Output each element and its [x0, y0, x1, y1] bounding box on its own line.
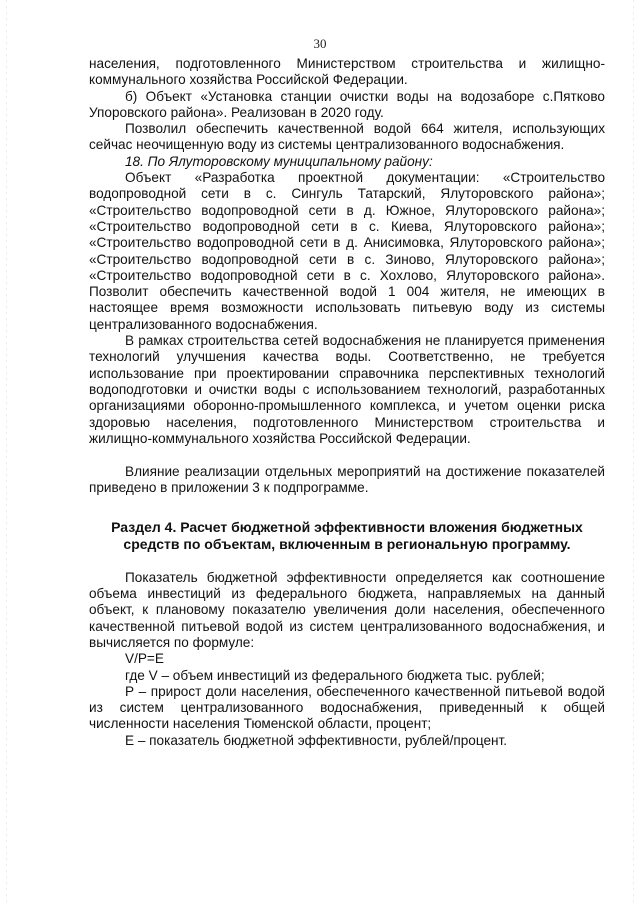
formula: V/P=E — [125, 651, 164, 667]
spacer — [89, 553, 605, 570]
spacer — [89, 447, 605, 464]
formula-variable-e: Е – показатель бюджетной эффективности, рублей/процент. — [125, 732, 508, 748]
paragraph-project-documentation: Объект «Разработка проектной документации: «Строительство водопроводной сети в с. Сингуль Татарский, Ялуторовского района»; «Строительство водопроводной сети в д. Южное, Ялуторовского района»; «Строительство водопроводной сети в с. Киева, Ялуторовского района»; «Строительство водопроводной сети в д. Анисимовка, Ялуторовского района»; «Строительство водопроводной сети в с. Зиново, Ялуторовского района»; «Строительство водопроводной сети в с. Хохлово, Ялуторовского района». Позволит обеспечить качественной водой 1 004 жителя, не имеющих в настоящее время возможности использовать питьевую воду из системы централизованного водоснабжения. — [89, 170, 605, 332]
spacer — [89, 497, 605, 519]
scan-edge-left — [6, 0, 7, 905]
paragraph-indicators-influence: Влияние реализации отдельных мероприятий на достижение показателей приведено в приложении 3 к подпрограмме. — [89, 464, 605, 496]
paragraph-yalutorovsk-heading: 18. По Ялуторовскому муниципальному району: — [125, 153, 433, 169]
paragraph-technologies: В рамках строительства сетей водоснабжения не планируется применения технологий улучшения качества воды. Соответственно, не требуется использование при проектировании справочника перспективных технологий водоподготовки и очистки воды с использованием технологий, разработанных организациями оборонно-промышленного комплекса, и учетом оценки риска здоровью населения, подготовленного Министерством строительства и жилищно-коммунального хозяйства Российской Федерации. — [89, 333, 605, 446]
paragraph-object-pyatkovo: б) Объект «Установка станции очистки воды на водозаборе с.Пятково Упоровского района». Реализован в 2020 году. — [89, 88, 605, 120]
formula-variable-p: Р – прирост доли населения, обеспеченного качественной питьевой водой из систем централизованного водоснабжения, приведенный к общей численности населения Тюменской области, процент; — [89, 683, 605, 732]
paragraph-efficiency-definition: Показатель бюджетной эффективности определяется как соотношение объема инвестиций из федерального бюджета, направляемых на данный объект, к плановому показателю увеличения доли населения, обеспеченного качественной питьевой водой из систем централизованного водоснабжения, и вычисляется по формуле: — [89, 569, 605, 650]
paragraph-water-supply-664: Позволил обеспечить качественной водой 664 жителя, использующих сейчас неочищенную воду из системы централизованного водоснабжения. — [89, 121, 605, 153]
document-body — [89, 56, 605, 749]
section-heading: Раздел 4. Расчет бюджетной эффективности вложения бюджетных средств по объектам, включенным в региональную программу. — [111, 518, 583, 552]
paragraph-continuation: населения, подготовленного Министерством строительства и жилищно-коммунального хозяйства Российской Федерации. — [89, 56, 605, 88]
page-number: 30 — [313, 36, 327, 51]
scan-edge-right — [633, 0, 634, 905]
formula-variable-v: где V – объем инвестиций из федерального бюджета тыс. рублей; — [125, 667, 545, 683]
